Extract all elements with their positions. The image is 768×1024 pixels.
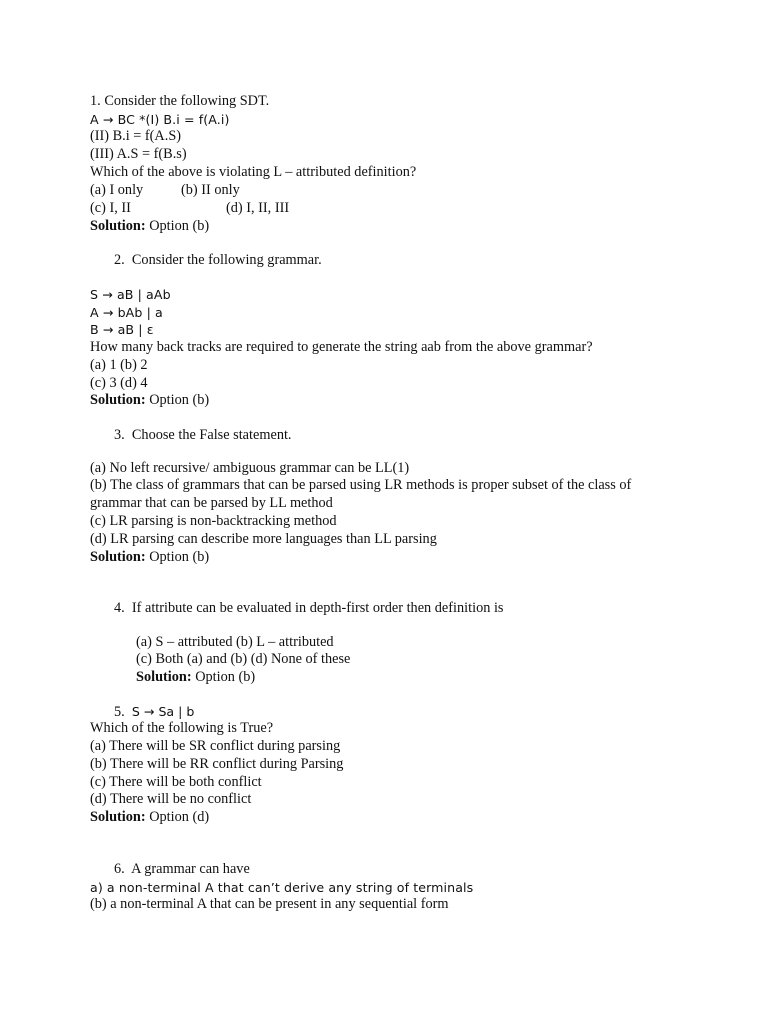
solution-value: Option (b) [191,669,256,685]
question-5-option-c: (c) There will be both conflict [90,774,262,790]
question-3-option-c: (c) LR parsing is non-backtracking method [90,513,337,529]
question-5-option-b: (b) There will be RR conflict during Parsing [90,756,344,772]
question-1-question: Which of the above is violating L – attributed definition? [90,164,417,180]
question-5-prompt-line [114,703,194,721]
question-2-grammar-1: S → aB | aAb [90,287,171,302]
question-5-solution [90,809,209,826]
question-prompt: A grammar can have [131,861,250,877]
question-2-solution [90,392,209,409]
question-6-option-b: (b) a non-terminal A that can be present in any sequential form [90,896,449,912]
question-2-question: How many back tracks are required to generate the string aab from the above grammar? [90,339,593,355]
question-5-option-d: (d) There will be no conflict [90,791,252,807]
question-5-option-a: (a) There will be SR conflict during parsing [90,738,341,754]
question-number: 5. [114,704,125,720]
question-prompt: Choose the False statement. [131,427,292,443]
question-1-rule-1: A → BC *(I) B.i = f(A.i) [90,112,230,127]
question-4-solution [136,669,255,686]
solution-value: Option (b) [145,549,210,565]
question-number: 6. [114,861,125,877]
question-number: 4. [114,600,125,616]
question-3-prompt-line [114,427,292,444]
question-1-solution [90,218,209,235]
question-1-rule-3: (III) A.S = f(B.s) [90,146,187,162]
question-1-prompt-line [90,93,269,110]
question-2-options-1: (a) 1 (b) 2 [90,357,148,373]
solution-value: Option (d) [145,809,210,825]
solution-label: Solution: [90,392,146,408]
question-prompt: S → Sa | b [131,704,195,719]
solution-label: Solution: [90,218,146,234]
question-4-prompt-line [114,600,503,617]
question-number: 1. [90,93,101,109]
question-5-question: Which of the following is True? [90,720,274,736]
solution-label: Solution: [136,669,192,685]
question-number: 2. [114,252,125,268]
solution-value: Option (b) [145,218,210,234]
question-3-option-a: (a) No left recursive/ ambiguous grammar can be LL(1) [90,460,410,476]
solution-label: Solution: [90,549,146,565]
question-6-prompt-line [114,861,250,878]
question-1-rule-2: (II) B.i = f(A.S) [90,128,182,144]
question-prompt: Consider the following grammar. [131,252,322,268]
question-1-option-d: (d) I, II, III [226,200,290,216]
question-3-solution [90,549,209,566]
question-3-option-b-line-1: (b) The class of grammars that can be parsed using LR methods is proper subset of the class of [90,477,632,493]
question-2-prompt-line [114,252,322,269]
question-1-option-c: (c) I, II [90,200,131,216]
question-4-options-2: (c) Both (a) and (b) (d) None of these [136,651,351,667]
question-prompt: Consider the following SDT. [104,93,270,109]
question-3-option-d: (d) LR parsing can describe more languages than LL parsing [90,531,437,547]
question-2-grammar-3: B → aB | ε [90,322,154,337]
question-3-option-b-line-2: grammar that can be parsed by LL method [90,495,333,511]
question-number: 3. [114,427,125,443]
question-2-options-2: (c) 3 (d) 4 [90,375,148,391]
question-2-grammar-2: A → bAb | a [90,305,163,320]
question-6-option-a: a) a non-terminal A that can’t derive any string of terminals [90,880,474,895]
question-prompt: If attribute can be evaluated in depth-first order then definition is [131,600,504,616]
question-4-options-1: (a) S – attributed (b) L – attributed [136,634,334,650]
solution-value: Option (b) [145,392,210,408]
question-1-option-a: (a) I only [90,182,144,198]
question-1-option-b: (b) II only [181,182,240,198]
solution-label: Solution: [90,809,146,825]
